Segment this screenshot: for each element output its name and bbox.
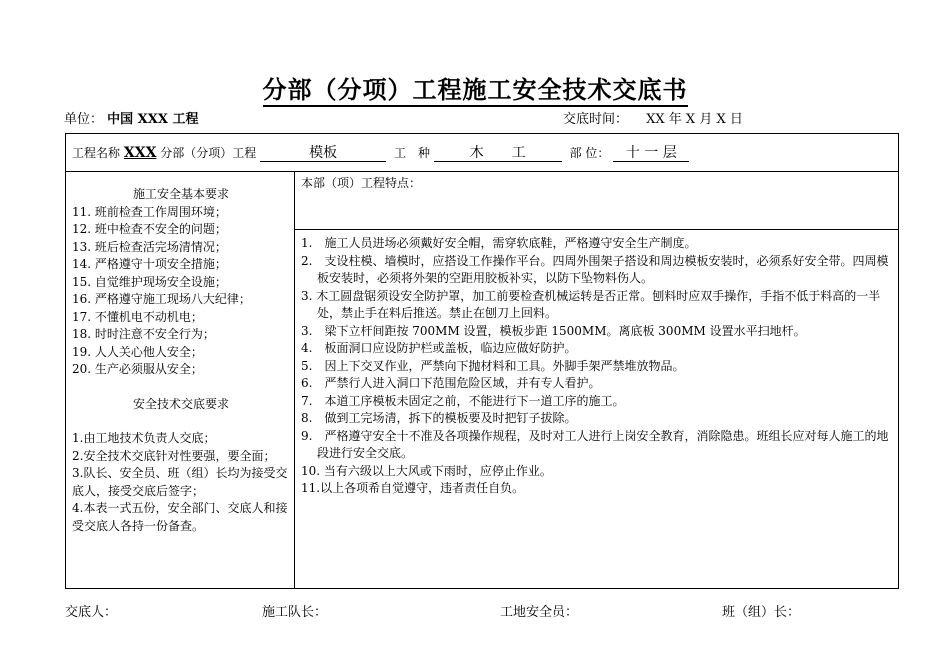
list-item: 11. 班前检查工作周围环境； <box>72 204 227 219</box>
list-item: 16. 严格遵守施工现场八大纪律； <box>72 292 251 306</box>
document-title: 分部（分项）工程施工安全技术交底书 <box>0 70 950 105</box>
subproject-label: 分部（分项）工程 <box>160 146 257 160</box>
measure-item: 8. 做到工完场清，拆下的模板要及时把钉子拔除。 <box>301 411 577 425</box>
subproject-value: 模板 <box>260 145 386 162</box>
team-leader-signature-label: 班（组）长： <box>722 605 801 620</box>
list-item: 20. 生产必须服从安全； <box>72 362 203 376</box>
measure-item: 9. 严格遵守安全十不准及各项操作规程，及时对工人进行上岗安全教育，消除隐患。班组长应对每人施工的地段进行安全交底。 <box>301 428 889 460</box>
discloser-signature-label: 交底人： <box>65 605 118 620</box>
measure-item: 5. 因上下交叉作业，严禁向下抛材料和工具。外脚手架严禁堆放物品。 <box>301 358 685 373</box>
location-value: 十 一 层 <box>613 145 689 162</box>
form-table <box>65 133 899 589</box>
handover-time-label: 交底时间： <box>563 112 629 127</box>
list-item: 17. 不懂机电不动机电； <box>72 309 203 324</box>
project-info-row <box>66 134 898 172</box>
list-item: 12. 班中检查不安全的问题； <box>72 222 227 236</box>
list-item: 4.本表一式五份，安全部门、交底人和接受交底人各持一份备查。 <box>72 501 288 533</box>
safety-officer-signature-label: 工地安全员： <box>500 605 579 620</box>
measure-item: 4. 板面洞口应设防护栏或盖板，临边应做好防护。 <box>301 341 577 355</box>
unit-value: 中国 XXX 工程 <box>107 112 199 127</box>
unit-field <box>64 108 198 127</box>
measure-item: 3. 梁下立杆间距按 700MM 设置，模板步距 1500MM。离底板 300MM 设置水平扫地杆。 <box>301 323 806 338</box>
list-item: 3.队长、安全员、班（组）长均为接受交底人，接受交底后签字； <box>72 466 288 498</box>
measure-item: 7. 本道工序模板未固定之前，不能进行下一道工序的施工。 <box>301 393 625 408</box>
list-item: 19. 人人关心他人安全； <box>72 344 203 359</box>
measure-item: 10. 当有六级以上大风或下雨时，应停止作业。 <box>301 463 552 478</box>
project-name-label: 工程名称 <box>72 146 121 160</box>
handover-requirements-list <box>72 430 290 535</box>
measure-item: 2. 支设柱模、墙模时，应搭设工作操作平台。四周外围架子搭设和周边模板安装时，必须系好安全带。四周模板安装时，必须将外架的空距用胶板补实，以防下坠物料伤人。 <box>301 253 889 285</box>
measure-item: 11.以上各项希自觉遵守，违者责任自负。 <box>301 481 525 495</box>
unit-label: 单位： <box>64 112 104 127</box>
list-item: 1.由工地技术负责人交底； <box>72 431 216 445</box>
handover-requirements-heading: 安全技术交底要求 <box>132 396 229 411</box>
measure-item: 1. 施工人员进场必须戴好安全帽，需穿软底鞋，严格遵守安全生产制度。 <box>301 236 697 250</box>
project-features-cell <box>295 172 898 230</box>
requirements-column <box>66 172 295 588</box>
project-name-value: XXX <box>123 145 157 161</box>
list-item: 18. 时时注意不安全行为； <box>72 327 215 341</box>
list-item: 14. 严格遵守十项安全措施； <box>72 257 227 271</box>
location-label: 部 位： <box>569 146 610 160</box>
measure-item: 3. 木工圆盘锯须设安全防护罩，加工前要检查机械运转是否正常。刨料时应双手操作，手指不低于料高的一半处，禁止手在料后推送。禁止在刨刀上回料。 <box>301 288 881 320</box>
trade-value: 木 工 <box>434 145 562 162</box>
list-item: 13. 班后检查活完场清情况； <box>72 239 227 254</box>
basic-requirements-heading: 施工安全基本要求 <box>132 187 229 201</box>
handover-time-field <box>563 108 743 127</box>
list-item: 2.安全技术交底针对性要强，要全面； <box>72 448 276 463</box>
handover-time-value: XX 年 X 月 X 日 <box>646 112 743 127</box>
measure-item: 6. 严禁行人进入洞口下范围危险区域，并有专人看护。 <box>301 376 601 390</box>
basic-requirements-list <box>72 204 290 379</box>
safety-measures-list <box>295 230 898 588</box>
trade-label: 工 种 <box>393 146 430 160</box>
captain-signature-label: 施工队长： <box>262 605 328 620</box>
project-features-label: 本部（项）工程特点： <box>301 176 422 190</box>
list-item: 15. 自觉维护现场安全设施； <box>72 274 227 289</box>
